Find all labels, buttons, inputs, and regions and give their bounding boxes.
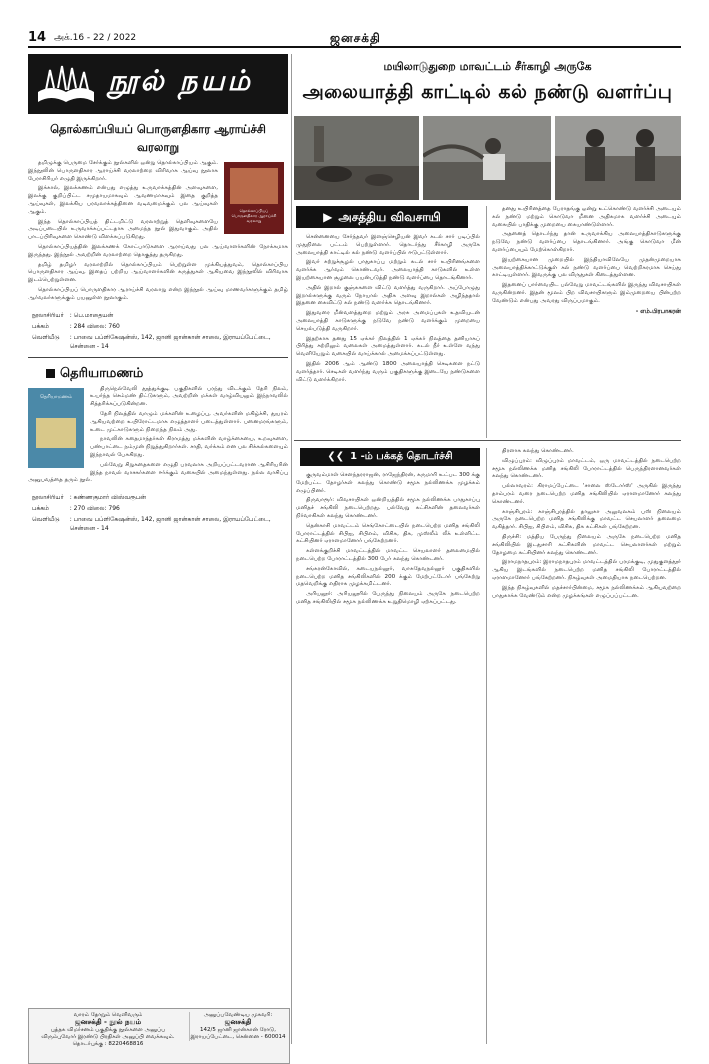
square-bullet-icon	[46, 369, 55, 378]
paragraph: பல்வேறு சிறுகதைகளை எழுதி பரவலாக அறியப்பட்டவரான ஆசிரியரின் இந்த நாவல் வாசகர்களை ஈர்க்கும் வகையில் அமைந்துள்ளது. நல்ல வாசிப்பு அனுபவத்தை தரும் நூல்.	[28, 461, 288, 484]
continuation-badge: ❮❮ 1 -ம் பக்கத் தொடர்ச்சி	[300, 448, 480, 466]
column-divider	[291, 54, 292, 1044]
issue-date: அக்.16 - 22 / 2022	[54, 33, 137, 43]
paragraph: இக்கால், இலக்கணம் என்பது எழுத்து உருவாக்கத்தின் அளவுகளை, இலக்கு குறிப்பிட்ட சமுதாயமாகவும் ஆவணமாகவும் இதை குறித்த ஆய்வுகள், இலக்கிய பரவலாக்கத்தினை வடிவமைக்கும் பல ஆய்வுகள் ஆகும்.	[28, 185, 218, 215]
column-divider	[486, 448, 487, 1044]
paragraph: தமிழ் தமிழர் வரலாற்றில் தொல்காப்பியம் பெற்றுள்ள முக்கியத்துவம், தொல்காப்பிய பொருளதிகார ஆய்வு, இதைப் பற்றிய ஆய்வாளர்களின் கருத்துகள் ஆகியவை இந்நூலில் விரிவாக இடம்பெற்றுள்ளன.	[28, 261, 288, 284]
paragraph: திருநெல்வேலி தூத்துக்குடி பகுதிகளில் பரந்து விடக்கும் தேரி நிலம், உயர்ந்த செம்மண் திட்டுகளும், அவற்றின் மக்கள் வாழ்வியலும் இந்நாவலில் சித்தரிக்கப்படுகின்றன.	[90, 385, 288, 408]
photo-mangrove-worker	[423, 116, 551, 200]
continuation-column-2	[492, 448, 681, 602]
section-rule	[294, 440, 681, 441]
paragraph: அதனைத் தொடர்ந்து தான் உருவாக்கிய அலையாத்திகாடுகளுக்கு நடுவே நண்டு வளர்ப்பை தொடங்கினார். அங்கு கொடுவா மீன் வளர்ப்பையும் மேற்கொள்கிறார்.	[492, 231, 681, 253]
paragraph: தென்காசி மாவட்டம் செங்கோட்டையில் நடைபெற்ற மனித சங்கிலி போராட்டத்தில் சிபிஐ, சிபிஎம், விசிக, திக, முஸ்லீம் லீக் உள்ளிட்ட கட்சியினர் ஏராளமானோர் பங்கேற்றனர்.	[296, 522, 480, 545]
book2-meta: நூலாசிரியர் : கண்ணகுமார் விஸ்வரூபன் பக்கம் : 270 விலை: 796 வெளியீடு : பாவை பப்ளிகேஷன்ஸ், 142, ஜானி ஜான்கான் சாலை, இராயப்பேட்டை, சென்னை - 14	[32, 494, 271, 533]
chevron-right-icon: ▶	[323, 210, 333, 224]
book-review-column	[28, 54, 288, 1046]
cover-artwork	[36, 418, 76, 448]
article-column-2	[492, 206, 681, 315]
book2-review	[28, 386, 288, 536]
paragraph: இதனைப் பார்வையிட பல்வேறு மாவட்டங்களில் இருந்து விவசாயிகள் வருகின்றனர். இதன் மூலம் பிற விவசாயிகளும் இம்முறையை பின்பற்ற வேண்டும் என்பது அவரது விருப்பமாகும்.	[492, 282, 681, 304]
paragraph: தொல்காப்பியத்தின் இலக்கணக் கோட்பாடுகளை ஆராய்வது பல ஆய்வாளர்களின் நோக்கமாக இருந்தது. இந்நூல் அவற்றின் வரலாற்றை தொகுத்து தருகிறது.	[28, 243, 288, 258]
open-book-icon	[36, 62, 96, 106]
article-photos	[294, 116, 681, 200]
cover-title: தொல்காப்பியப் பொருளதிகார ஆராய்ச்சி வரலாறு	[231, 208, 277, 223]
paragraph: பல்லாவரம்: கிராமப்பேட்டை 'சாலை ஸ்டோர்ஸ்' அருகில் இருந்து தாம்பரம் வரை நடைபெற்ற மனித சங்கிலியில் ஏராளமானோர் கலந்து கொண்டனர்.	[492, 483, 681, 505]
page-header	[0, 0, 709, 46]
paragraph: திரளாக கலந்து கொண்டனர்.	[502, 448, 574, 454]
paragraph: இயற்கையான முறையில் இந்தியாவிலேயே முதன்முறையாக அலையாத்திக்காட்டுக்குள் கல் நண்டு வளர்ப்பை வெற்றிகரமாக செய்து காட்டியுள்ளார். இவருக்கு பல விருதுகள் கிடைத்துள்ளன.	[492, 256, 681, 279]
ad-left: வாரம் தோறும் வெளிவரும் ஜனசக்தி - நூல் நயம் புத்தக விமர்சனம் பகுதிக்கு நூல்களை அனுப்ப விரும்புவோர் இரண்டு பிரதிகள் அனுப்பி வைக்கவும். தொடர்புக்கு : 8220468816	[41, 1012, 175, 1047]
book1-title: தொல்காப்பியப் பொருளதிகார ஆராய்ச்சி வரலாறு	[50, 122, 266, 154]
paragraph: இதில் 2006 ஆம் ஆண்டு 1800 அலையாத்தி செடிகளை நட்டு வளர்த்தார். செடிகள் வளர்ந்து வரும் பகுதிகளுக்கு இடையே நண்டுகளை விட்டு வளர்க்கிறார்.	[296, 360, 480, 383]
cover-title: தெரியாமணம்	[39, 393, 73, 400]
divider	[28, 357, 288, 358]
paragraph: தனது உயிரினத்தை பேராதங்கு ஒன்று உட்கொண்டு வளர்ச்சி அடையும் கல் நண்டு மற்றும் கொடுவா மீனை அதிகமாக வளர்ச்சி அடையும் வகையில் பாதிக்கு முறையை கையாண்டுள்ளார்.	[492, 206, 681, 228]
photo-farmer-portrait	[555, 116, 681, 200]
subscription-ad	[28, 1008, 290, 1064]
page-number: 14	[28, 30, 47, 45]
photo-crab-farming	[294, 116, 419, 200]
author-signature: - எம்.பிரபாகரன்	[635, 307, 681, 315]
masthead: ஜனசக்தி	[330, 31, 381, 45]
paragraph: இதற்காக தனது 15 ஏக்கர் நிலத்தில் 1 ஏக்கர் நிலத்தை தனியாகப் பிரித்து சுற்றிலும் வலைகள் அமைத்துள்ளார். கடல் நீர் உள்ளே வந்து வெளியேறும் வகையில் வாய்க்கால் அமைக்கப்பட்டுள்ளது.	[296, 335, 480, 358]
paragraph: தேரி நிலத்தில் வாழும் மக்களின் உழைப்பு, அவர்களின் மகிழ்ச்சி, துயரம் ஆகியவற்றை உயிரோட்டமாக எழுத்தாளர் படைத்துள்ளார். பனைமரங்களும், உடை முட்காடுகளும் நிறைந்த நிலம் அது.	[90, 410, 288, 433]
column-divider	[486, 206, 487, 438]
continuation-column-1	[296, 472, 480, 609]
book1-cover	[224, 162, 284, 234]
paragraph: சென்னையை சேர்ந்தவர் இளஞ்செழியன் இவர் கடல் சார் படிப்பில் முதுநிலை பட்டம் பெற்றுள்ளார். தொடர்ந்து சீர்காழி அருகே அலையாத்தி காட்டில் கல் நண்டு வளர்ப்பில் ஈடுபட்டுள்ளார்.	[296, 234, 480, 256]
book2-cover	[28, 388, 84, 468]
paragraph: குருவம்மாள் சௌந்தரராஜன், ராஜேந்திரன், கருமாரி உட்பட 300 க்கு மேற்பட்ட தோழர்கள் கலந்து கொண்டு சமூக நல்லிணக்க முழக்கம் எழுப்பினர்.	[296, 472, 480, 494]
book1-review	[28, 160, 288, 353]
paragraph: தமிழுக்கு பெருமை சேர்க்கும் நூல்களில் ஒன்று தொல்காப்பியம் ஆகும். இந்நூலின் பொருளதிகார ஆராய்ச்சி வரலாற்றை விரிவாக ஆய்வு நூலாக பேராசிரியர் எழுதி இருக்கிறார்.	[28, 160, 218, 182]
paragraph: இந்த தொல்காப்பியத் திட்டமிட்டு வரலாற்றுத் தெளிவுகளையே அடிப்படையில் உருவாக்கப்பட்டதாக அமைந்த நூல் இதுவாகும். அதில் பாடப்பிரிவுகளை கொண்டு விளக்கப்படுகிறது.	[28, 218, 218, 241]
section-badge: ▶ அசத்திய விவசாயி	[296, 206, 468, 228]
cover-artwork	[230, 168, 278, 204]
paragraph: அரியலூர்: அரியலூரில் பேருந்து நிலையம் அருகே நடைபெற்ற மனித சங்கிலியில் சமூக நல்லிணக்க உறுதிமொழி ஏற்கப்பட்டது.	[296, 591, 480, 605]
book2-title: தெரியாமணம்	[46, 366, 288, 382]
double-chevron-left-icon: ❮❮	[327, 451, 345, 462]
paragraph: நாவலின் கதைமாந்தர்கள் கிராமத்து மக்களின் வாழ்க்கையை, உறவுகளை, பண்பாட்டை நம்முன் நிறுத்துகிறார்கள். சாதி, வர்க்கம் என பல சிக்கல்களையும் இந்நாவல் பேசுகிறது.	[90, 436, 288, 458]
book1-meta: நூலாசிரியர் : பெ.மாதையன் பக்கம் : 284 விலை: 760 வெளியீடு : பாவை பப்ளிகேஷன்ஸ், 142, ஜானி ஜான்கான் சாலை, இராயப்பேட்டை, சென்னை - 14	[32, 311, 271, 350]
paragraph: காஞ்சிபுரம்: காஞ்சிபுரத்தில் தாலுகா அலுவலகம் பஸ் நிலையம் அருகே நடைபெற்ற மனித சங்கிலிக்கு மாவட்ட செயலாளர் தலைமை வகித்தார். சிபிஐ, சிபிஎம், விசிக, திக கட்சிகள் பங்கேற்றன.	[492, 508, 681, 531]
paragraph: சங்கரன்கோவில், கடையநல்லூர், வாசுதேவநல்லூர் பகுதிகளில் நடைபெற்ற மனித சங்கிலிகளில் 200 க்கும் மேற்பட்டோர் பங்கேற்று மதவெறிக்கு எதிராக முழக்கமிட்டனர்.	[296, 565, 480, 588]
paragraph: இராமநாதபுரம்: இராமநாதபுரம் மாவட்டத்தில் பரமக்குடி, முதுகுளத்தூர் ஆகிய இடங்களில் நடைபெற்ற மனித சங்கிலி போராட்டத்தில் ஏராளமானோர் பங்கேற்றனர். நிகழ்வுகள் அமைதியாக நடைபெற்றன.	[492, 559, 681, 581]
paragraph: விழுப்புரம்: விழுப்புரம் மாவட்டம், ஒரு மாவட்டத்தில் நடைபெற்ற சமூக நல்லிணக்க மனித சங்கிலி போராட்டத்தில் பெருந்திரளானவர்கள் கலந்து கொண்டனர்.	[492, 457, 681, 480]
article-kicker: மயிலாடுதுறை மாவட்டம் சீர்காழி அருகே	[383, 60, 592, 73]
paragraph: இவர் சுற்றுச்சூழல் பாதுகாப்பு மற்றும் கடல் சார் உயிரினங்களை வளர்க்க ஆர்வம் கொண்டவர். அலையாத்தி காடுகளில் உள்ள இயற்கையான சூழலை பயன்படுத்தி நண்டு வளர்ப்பை தொடங்கினார்.	[296, 259, 480, 281]
paragraph: இதுவரை மீன்வளத்துறை மற்றும் அரசு அமைப்புகள் உதவியுடன் அலையாத்தி காடுகளுக்கு நடுவே நண்டு வளர்க்கும் முறையை செயல்படுத்தி வருகிறார்.	[296, 310, 480, 332]
article-headline: அலையாத்தி காட்டில் கல் நண்டு வளர்ப்பு	[302, 81, 673, 103]
banner-title: நூல் நயம்	[108, 64, 253, 97]
paragraph: தொல்காப்பியப் பொருளதிகார ஆராய்ச்சி வரலாறு என்ற இந்நூல் ஆய்வு மாணவர்களுக்கும் தமிழ் ஆர்வலர்களுக்கும் பயனுள்ள நூலாகும்.	[28, 286, 288, 301]
paragraph: இந்த நிகழ்வுகளில் மதச்சார்பின்மை, சமூக நல்லிணக்கம் ஆகியவற்றை பாதுகாக்க வேண்டும் என்ற முழக்கங்கள் எழுப்பப்பட்டன.	[492, 584, 681, 599]
ad-right: அனுப்பவேண்டிய முகவரி: ஜனசக்தி 142/5 ஜானி ஜான்கான் ரோடு, இராயப்பேட்டை, சென்னை - 600014	[190, 1012, 286, 1040]
article-column-1	[296, 234, 480, 386]
paragraph: திருவாரூர்: விவசாயிகள் ஒன்றியத்தில் சமூக நல்லிணக்க பாதுகாப்பு மனிதச் சங்கிலி நடைபெற்றது. பல்வேறு கட்சிகளின் தலைவர்கள் நிர்வாகிகள் கலந்து கொண்டனர்.	[296, 497, 480, 519]
paragraph: அதில் இறால் குஞ்சுகளை விட்டு வளர்த்து வருகிறார். அப்போழுது இறால்களுக்கு வரும் நோயால் அதிக அளவு இறால்கள் அழிந்ததால் இதனை கைவிட்டு கல் நண்டு வளர்க்க தொடங்கினார்.	[296, 284, 480, 307]
main-article	[294, 54, 681, 200]
paragraph: கள்ளக்குறிச்சி மாவட்டத்தில் மாவட்ட செயலாளர் தலைமையில் நடைபெற்ற போராட்டத்தில் 300 பேர் கலந்து கொண்டனர்.	[296, 548, 480, 562]
header-rule	[28, 46, 681, 48]
book-review-banner	[28, 54, 288, 114]
paragraph: திருச்சி: மத்திய பேருந்து நிலையம் அருகே நடைபெற்ற மனித சங்கிலியில் இடதுசாரி கட்சிகளின் மாவட்ட செயலாளர்கள் மற்றும் தோழமை கட்சியினர் கலந்து கொண்டனர்.	[492, 533, 681, 556]
